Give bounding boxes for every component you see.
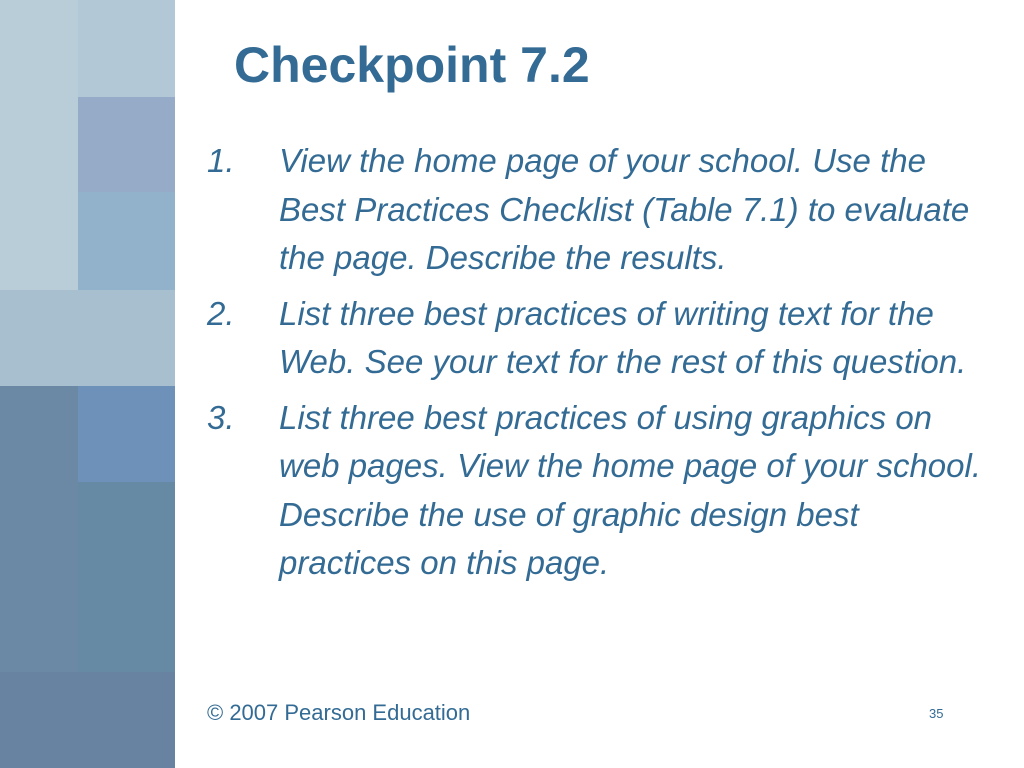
item-number: 2. — [207, 294, 235, 332]
item-text: List three best practices of using graphics on web pages. View the home page of your school. Describe the use of graphic design best practices on this page. — [279, 398, 982, 581]
item-number: 1. — [207, 142, 235, 179]
copyright-footer: © 2007 Pearson Education — [207, 700, 471, 725]
sidebar-tile — [78, 97, 175, 192]
decorative-sidebar — [0, 0, 175, 768]
sidebar-tile — [78, 192, 175, 290]
list-item — [207, 394, 987, 588]
page-number: 35 — [929, 706, 944, 721]
item-number: 3. — [207, 398, 235, 436]
item-text: List three best practices of writing text for the Web. See your text for the rest of this question. — [279, 294, 967, 380]
sidebar-tile — [0, 0, 78, 290]
item-text: View the home page of your school. Use the Best Practices Checklist (Table 7.1) to evaluate the page. Describe the results. — [279, 142, 970, 276]
sidebar-tile — [78, 386, 175, 482]
checkpoint-list — [207, 137, 987, 595]
list-item — [207, 137, 987, 283]
list-item — [207, 290, 987, 387]
sidebar-tile — [0, 672, 175, 768]
sidebar-tile — [78, 0, 175, 97]
sidebar-tile — [0, 290, 175, 386]
slide-title: Checkpoint 7.2 — [234, 37, 590, 93]
